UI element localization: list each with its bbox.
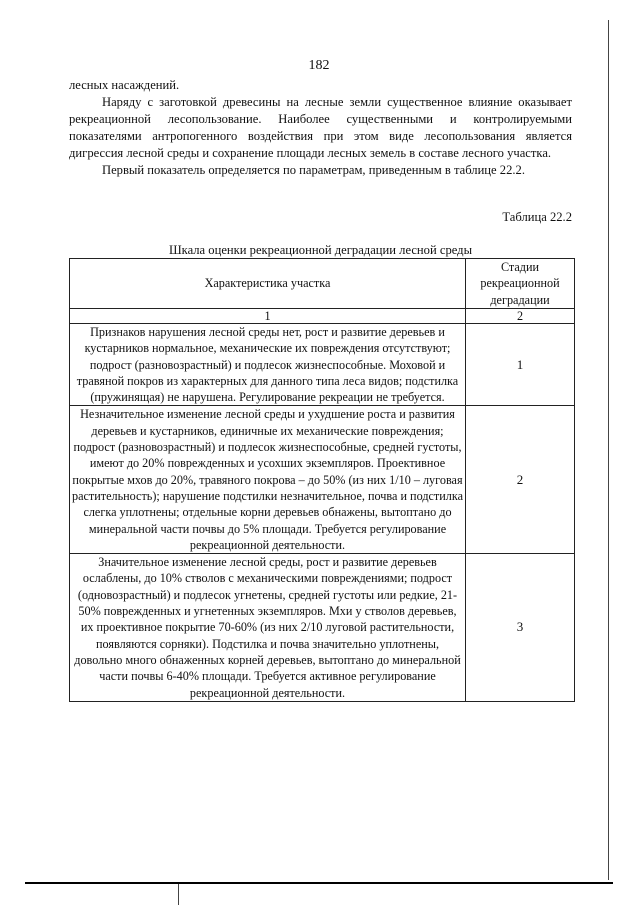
table-row — [70, 324, 575, 406]
paragraph-first-indicator: Первый показатель определяется по параметрам, приведенным в таблице 22.2. — [102, 163, 525, 177]
header-characteristic: Характеристика участка — [70, 259, 466, 309]
row-description: Признаков нарушения лесной среды нет, рост и развитие деревьев и кустарников нормальное, механические их повреждения отсутствуют; подрост (разновозрастный) и подлесок жизнеспособные. Моховой и травяной покров из характерных для данного типа леса видов; подстилка (пружинящая) не нарушена. Регулирование рекреации не требуется. — [70, 324, 466, 406]
bottom-scan-edge — [25, 882, 613, 884]
row-description: Незначительное изменение лесной среды и ухудшение роста и развития деревьев и кустарников, единичные их механические повреждения; подрост (разновозрастный) и подлесок жизнеспособные, средней густоты, имеют до 20% поврежденных и усохших экземпляров. Проективное покрытые мхов до 20%, травяного покрова – до 50% (из них 1/10 – луговая растительность); нарушение подстилки незначительное, почва и подстилка слегка уплотнены; отдельные корни деревьев обнажены, вытоптано до минеральной части почвы до 5% площади. Требуется регулирование рекреационной деятельности. — [70, 406, 466, 554]
paragraph-recreation: Наряду с заготовкой древесины на лесные земли существенное влияние оказывает рекреационной лесопользование. Наиболее существенными и контролируемыми показателями антропогенного воздействия при этом виде лесопользования является дигрессия лесной среды и сохранение площади лесных земель в составе лесного участка. — [69, 95, 572, 160]
table-header-row — [70, 259, 575, 309]
table-label: Таблица 22.2 — [502, 210, 572, 224]
row-stage: 2 — [466, 406, 575, 554]
page-number: 182 — [308, 58, 330, 73]
column-number-2: 2 — [466, 309, 575, 324]
bottom-left-scan-mark — [178, 884, 179, 905]
table-row — [70, 554, 575, 702]
right-scan-edge — [608, 20, 609, 880]
table-row — [70, 406, 575, 554]
table-title: Шкала оценки рекреационной деградации лесной среды — [168, 243, 473, 257]
paragraph-continuation: лесных насаждений. — [69, 78, 180, 92]
row-stage: 3 — [466, 554, 575, 702]
column-number-row — [70, 309, 575, 324]
degradation-table — [69, 258, 575, 702]
column-number-1: 1 — [70, 309, 466, 324]
header-stage: Стадии рекреационной деградации — [466, 259, 575, 309]
row-description: Значительное изменение лесной среды, рост и развитие деревьев ослаблены, до 10% стволов с механическими повреждениями; подрост (одновозрастный) и подлесок угнетены, средней густоты или редкие, 21-50% поврежденных и угнетенных экземпляров. Мхи у стволов деревьев, их проективное покрытие 70-60% (из них 2/10 луговой растительности, появляются сорняки). Подстилка и почва значительно уплотнены, довольно много обнаженных корней деревьев, вытоптано до минеральной части почвы 6-40% площади. Требуется активное регулирование рекреационной деятельности. — [70, 554, 466, 702]
row-stage: 1 — [466, 324, 575, 406]
body-text — [69, 77, 572, 179]
